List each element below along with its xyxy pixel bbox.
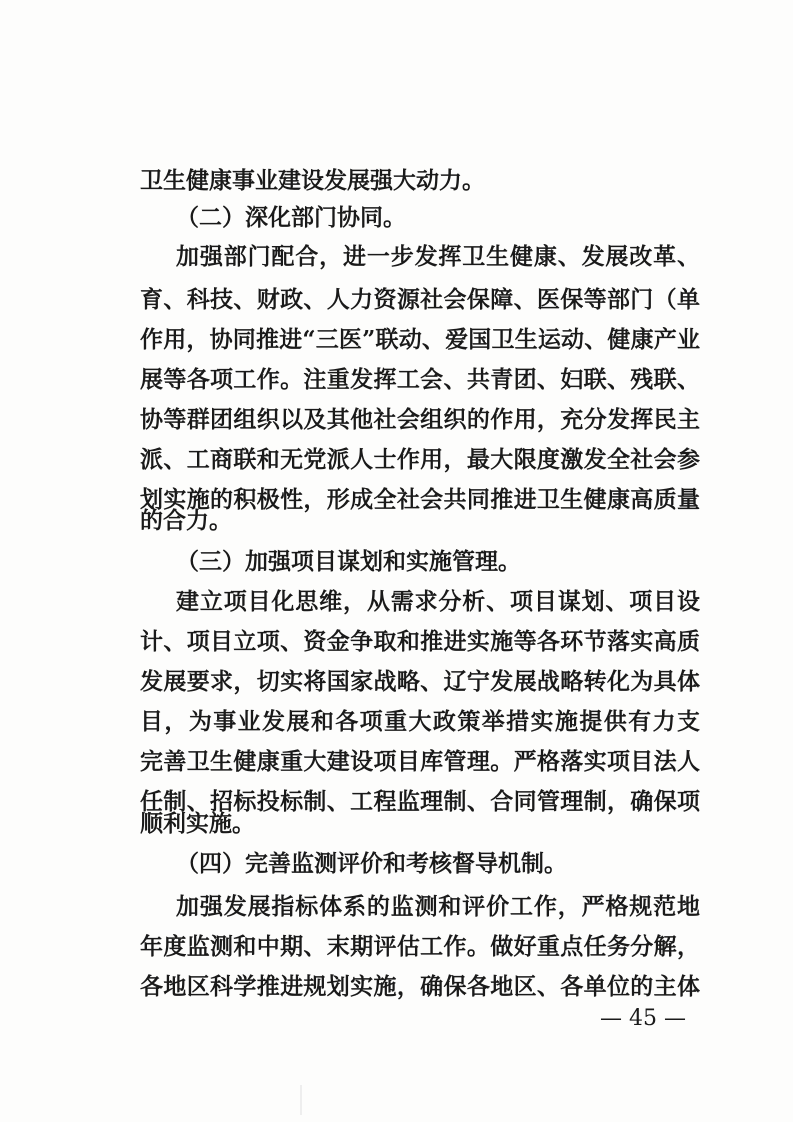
text-line-16-content: 完善卫生健康重大建设项目库管理。严格落实项目法人 (140, 748, 700, 775)
text-line-12 (176, 587, 700, 617)
text-line-3-content: 加强部门配合，进一步发挥卫生健康、发展改革、 (176, 243, 700, 270)
section-heading-2: （二）深化部门协同。 (176, 204, 406, 231)
text-line-17-content: 任制、招标投标制、工程监理制、合同管理制，确保项 (140, 788, 700, 815)
text-line-7 (140, 405, 700, 435)
section-heading-4: （四）完善监测评价和考核督导机制。 (176, 850, 567, 877)
text-line-18: 顺利实施。 (140, 810, 255, 837)
text-line-16 (140, 747, 700, 777)
text-line-21 (140, 932, 700, 962)
text-line-6-content: 展等各项工作。注重发挥工会、共青团、妇联、残联、 (140, 366, 700, 393)
section-heading-3: （三）加强项目谋划和实施管理。 (176, 548, 521, 575)
text-line-20-content: 加强发展指标体系的监测和评价工作，严格规范地 (176, 893, 700, 920)
text-line-14-content: 发展要求，切实将国家战略、辽宁发展战略转化为具体 (140, 668, 700, 695)
text-line-5 (140, 325, 700, 355)
text-line-4-content: 育、科技、财政、人力资源社会保障、医保等部门（单 (140, 286, 700, 313)
page-number: — 45 — (600, 1006, 686, 1031)
text-line-14 (140, 667, 700, 697)
text-line-21-content: 年度监测和中期、末期评估工作。做好重点任务分解， (140, 933, 700, 960)
text-line-9-content: 划实施的积极性，形成全社会共同推进卫生健康高质量 (140, 486, 700, 513)
text-line-15 (140, 707, 700, 737)
text-line-12-content: 建立项目化思维，从需求分析、项目谋划、项目设 (176, 588, 700, 615)
text-line-7-content: 协等群团组织以及其他社会组织的作用，充分发挥民主 (140, 406, 700, 433)
text-line-5-content: 作用，协同推进“三医”联动、爱国卫生运动、健康产业 (140, 326, 700, 353)
text-line-20 (176, 892, 700, 922)
text-line-8 (140, 445, 700, 475)
scan-artifact (300, 1085, 302, 1115)
text-line-8-content: 派、工商联和无党派人士作用，最大限度激发全社会参 (140, 446, 700, 473)
text-line-13 (140, 627, 700, 657)
text-line-3 (176, 242, 700, 272)
text-line-6 (140, 365, 700, 395)
text-line-22-content: 各地区科学推进规划实施，确保各地区、各单位的主体 (140, 973, 700, 1000)
text-line-4 (140, 285, 700, 315)
text-line-1: 卫生健康事业建设发展强大动力。 (140, 167, 485, 194)
text-line-10: 的合力。 (140, 507, 232, 534)
text-line-13-content: 计、项目立项、资金争取和推进实施等各环节落实高质 (140, 628, 700, 655)
text-line-22 (140, 972, 700, 1002)
text-line-15-content: 目，为事业发展和各项重大政策举措实施提供有力支 (140, 708, 700, 735)
